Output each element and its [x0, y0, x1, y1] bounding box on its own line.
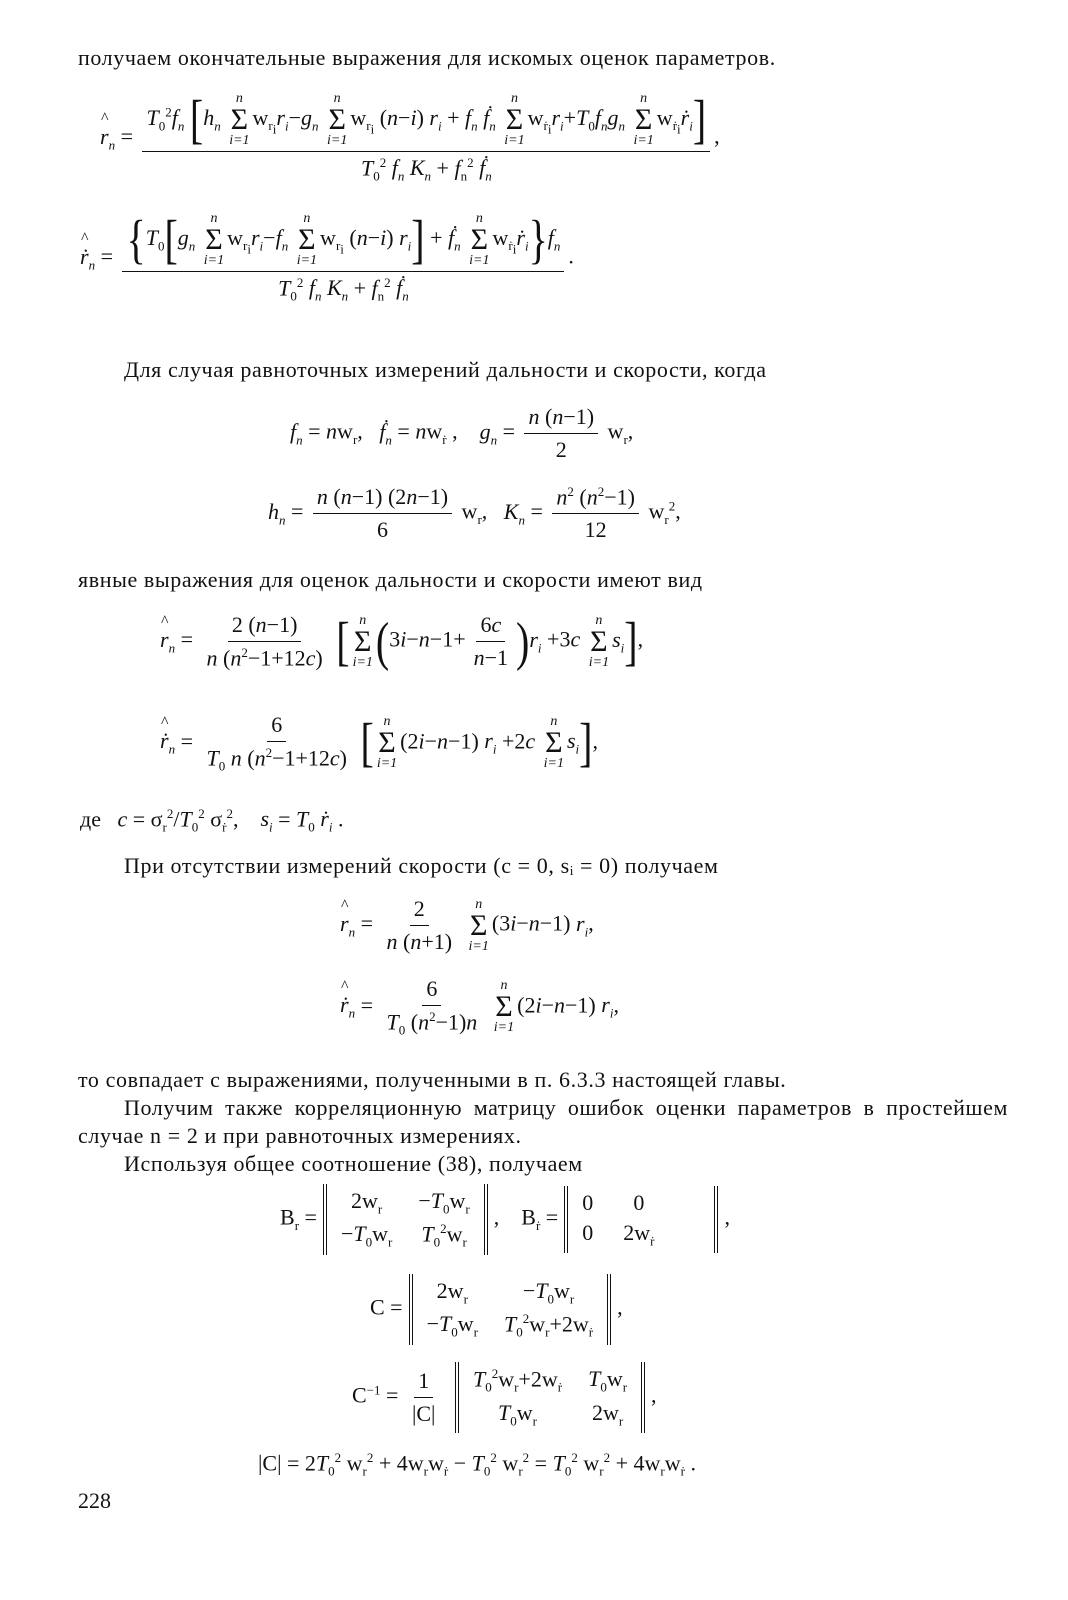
explicit-text: явные выражения для оценок дальности и скорости имеют вид [78, 567, 703, 592]
no-velocity-text: При отсутствии измерений скорости (c = 0, sᵢ = 0) получаем [124, 853, 719, 878]
where-prefix: де [80, 806, 101, 832]
equation-definitions-1: $f_n = nw_r$, ḟ$_n$ = $nw_ṙ$ , $g_n$ = $\frac{n (n-1)}{2}$ $w_r$, [290, 404, 634, 462]
equation-definitions-2: $h_n$ = $\frac{n (n-1) (2n-1)}{6}$ $w_r$, $K_n$ = $\frac{n^2 (n^2-1)}{12}$ $w_r^2$, [268, 484, 681, 543]
equation-explicit-range: ^ $r_n$ = $\frac{2 (n-1)}{n (n^2-1+12c)}$ [ n Σ i=1 (3i−n−1+ $\frac{6c}{n-1}$ )$r_i +3c$ n Σ i=1 $s_i$], [160, 612, 643, 671]
equal-case-text: Для случая равноточных измерений дальности и скорости, когда [124, 357, 767, 382]
equation-range-estimate: ^ $r_n$ = $T_0^2f_n$ [$h_n$ n Σ i=1 $w_{r_i}r_i-g_n$ n Σ i=1 $w_{r_i}$ (n−i) $r_i + f_n$ ḟ$_n$ n Σ i=1 $w_{ṙ_i}r_i+T_0f_ng_n$ n Σ i=1 $w_{ṙ_i}ṙ_i$] $T_0^2$ $f_n$ $K_n + f_n^2$ ḟ$_n$ , [100, 92, 720, 185]
equation-matrix-c-inverse: $C^{-1}$ = $\frac{1}{|C|}$ $T_0^2w_r+2w_ṙ$ $T_0w_r$ $T_0w_r$ $2w_r$ , [352, 1362, 657, 1433]
equation-explicit-velocity: ^ ṙ$_n$ = $\frac{6}{T_0 n (n^2-1+12c)}$ [ n Σ i=1 (2i−n−1) $r_i +2c$ n Σ i=1 $s_i$], [160, 712, 598, 775]
equation-determinant: $|C| = 2T_0^2$ $w_r^2 + 4w_rw_ṙ - T_0^2$ $w_r^2 = T_0^2$ $w_r^2 + 4w_rw_ṙ$ . [258, 1450, 696, 1479]
intro-text: получаем окончательные выражения для искомых оценок параметров. [78, 45, 776, 70]
where-line: де $c = \sigma_r^2/T_0^2$ $\sigma_ṙ^2$, $s_i = T_0$ ṙ$_i$ . [80, 806, 344, 835]
coincides-text: то совпадает с выражениями, полученными в п. 6.3.3 настоящей главы. [78, 1067, 787, 1092]
page-number: 228 [78, 1488, 111, 1513]
correlation-text: Получим также корреляционную матрицу ошибок оценки параметров в простейшем случае n = 2 и при равноточных измерениях. [78, 1095, 1008, 1148]
equation-velocity-estimate: ^ ṙ$_n$ = {$T_0[g_n$ n Σ i=1 $w_{r_i}r_i-f_n$ n Σ i=1 $w_{r_i}$ (n−i) $r_i$] + ḟ$_n$ n Σ i=1 $w_{ṙ_i}ṙ_i\}f_n$ $T_0^2$ $f_n$ $K_n + f_n^2$ ḟ$_n$ . [80, 212, 574, 305]
equation-no-velocity-velocity: ^ ṙ$_n$ = $\frac{6}{T_0 (n^2-1)n}$ n Σ i=1 (2i−n−1) $r_i$, [340, 976, 619, 1039]
general-text: Используя общее соотношение (38), получаем [124, 1151, 583, 1176]
equation-no-velocity-range: ^ $r_n$ = $\frac{2}{n (n+1)}$ n Σ i=1 (3i−n−1) $r_i$, [340, 896, 594, 955]
equation-matrix-b: $B_r$ = $2w_r$ $-T_0w_r$ $-T_0w_r$ $T_0^2w_r$ , $B_ṙ$ = 0 0 0 $2w_ṙ$ , [280, 1184, 730, 1255]
equation-matrix-c: C = $2w_r$ $-T_0w_r$ $-T_0w_r$ $T_0^2w_r+2w_ṙ$ , [370, 1274, 623, 1345]
